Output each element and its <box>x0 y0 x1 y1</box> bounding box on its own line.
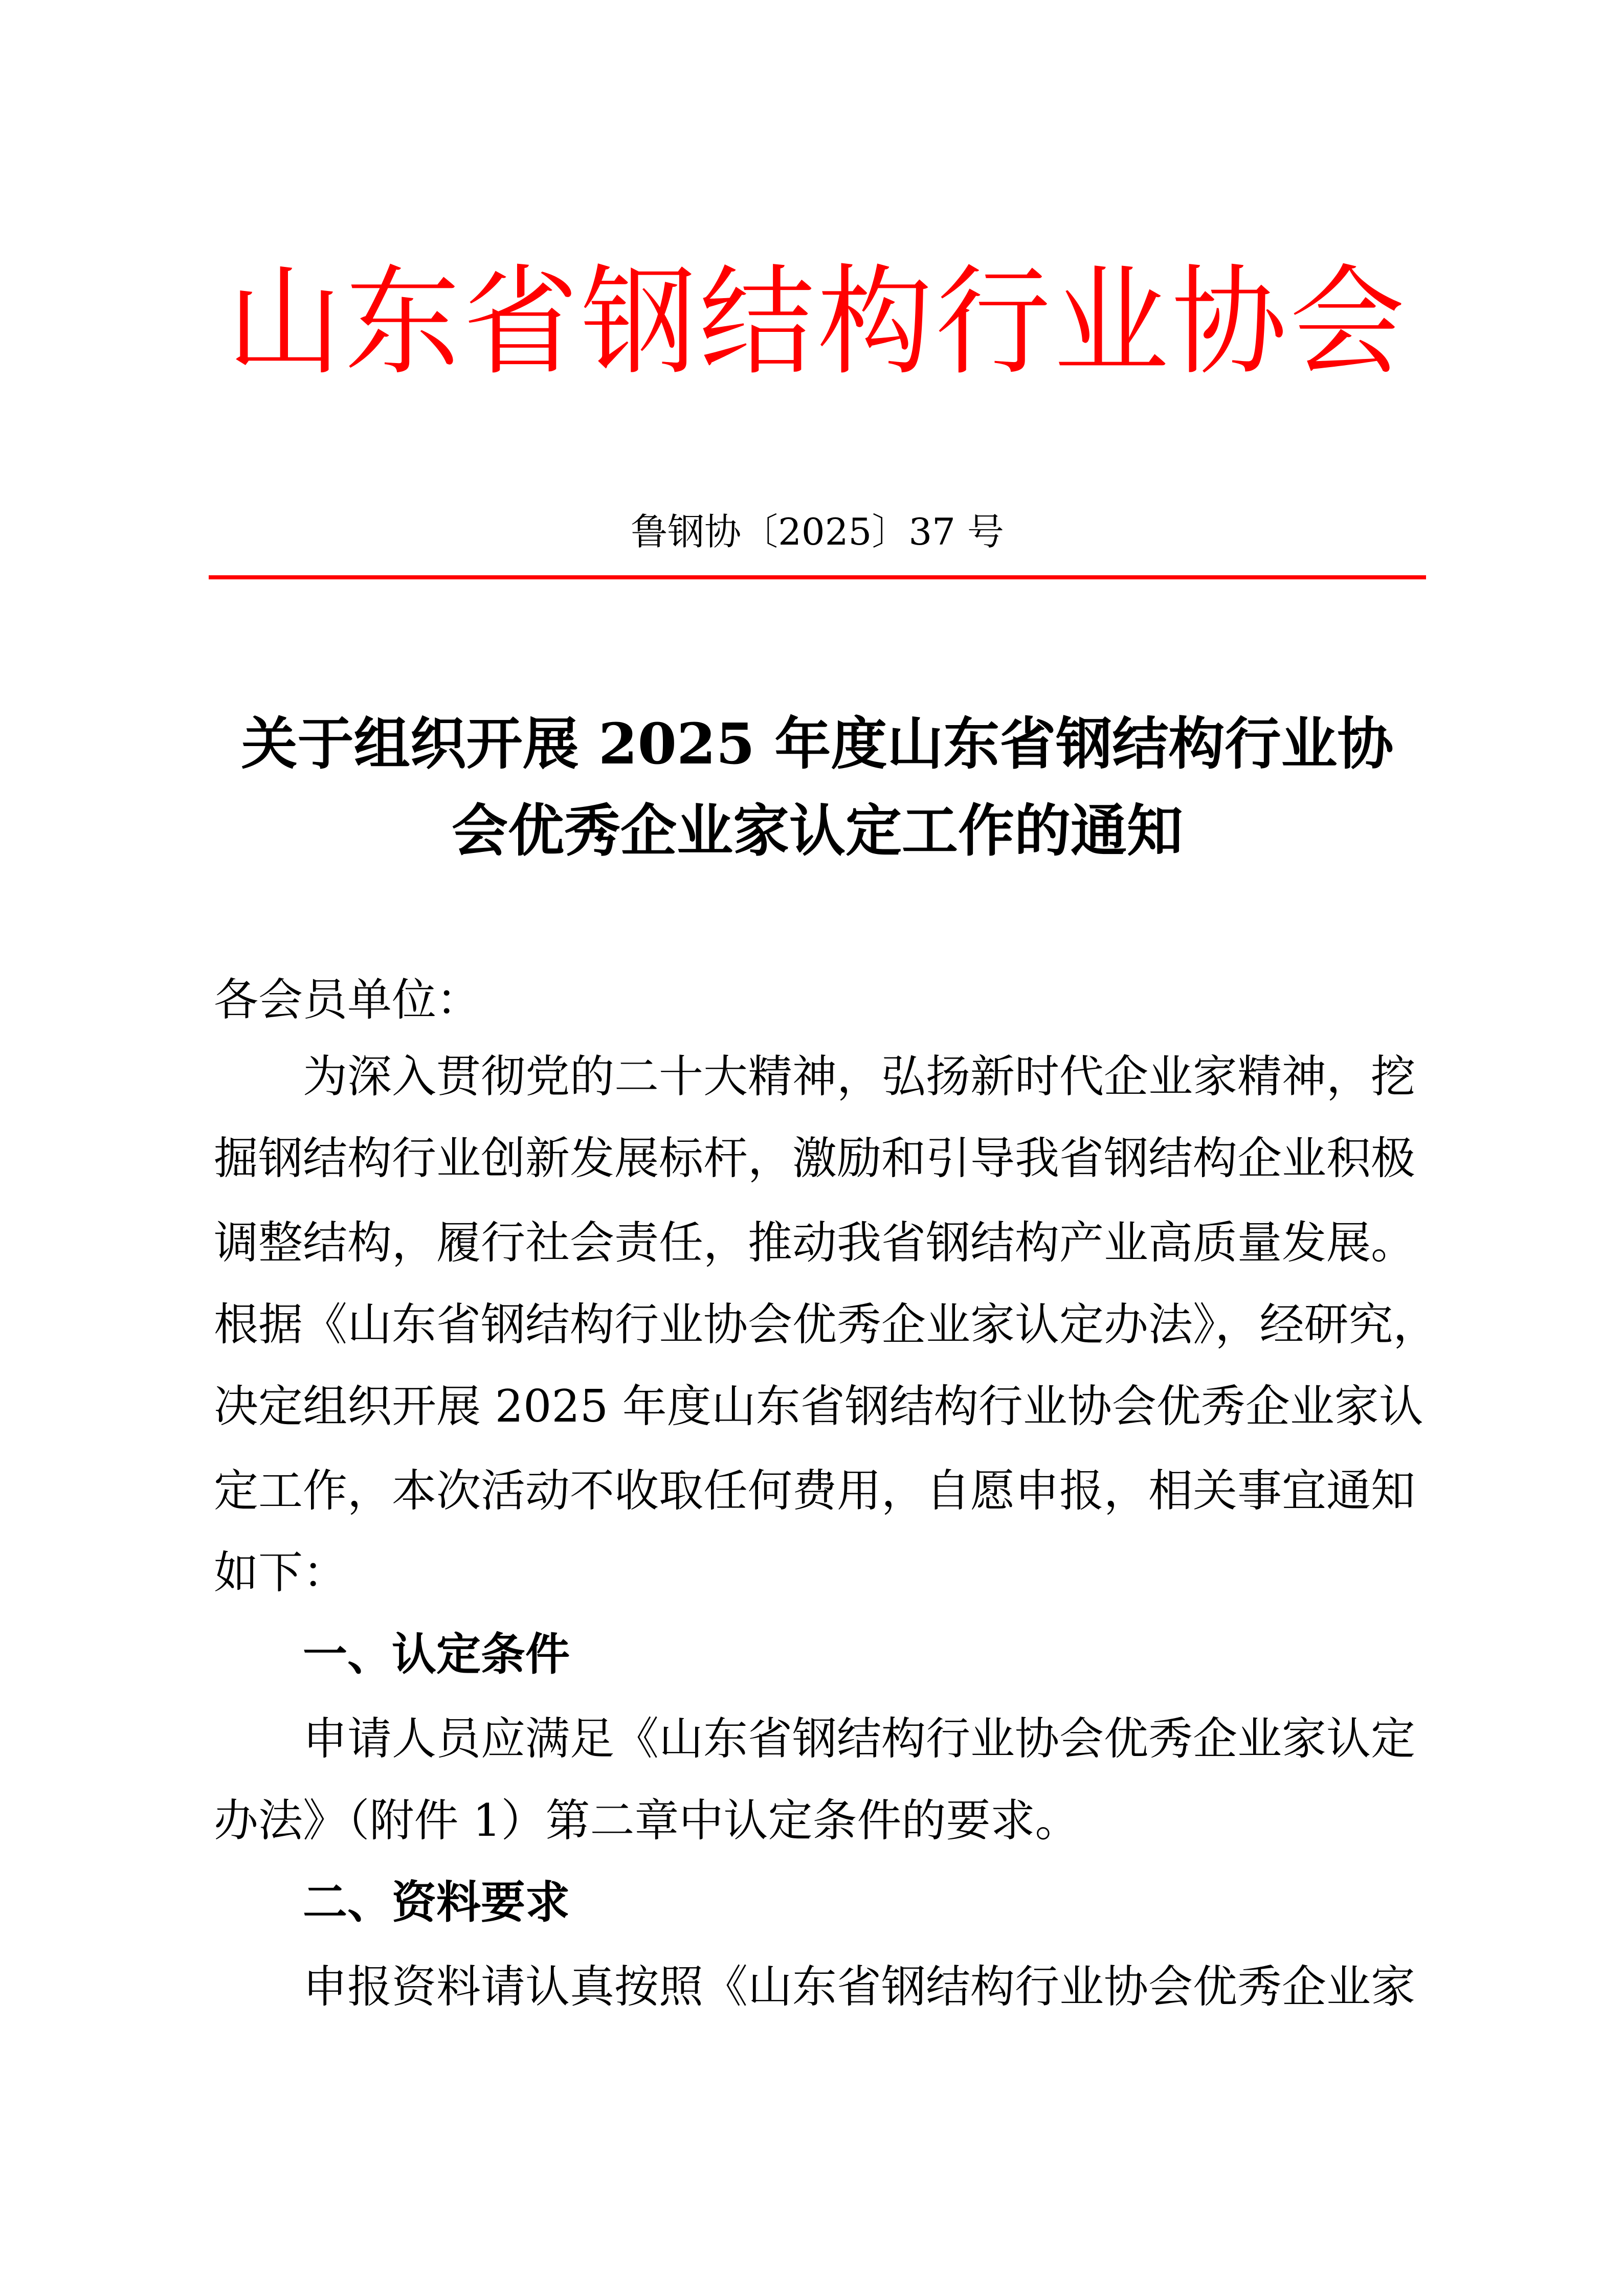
paragraph-line: 调整结构，履行社会责任，推动我省钢结构产业高质量发展。 <box>214 1217 1415 1269</box>
section-heading-criteria: 一、认定条件 <box>303 1628 570 1680</box>
paragraph-line: 定工作，本次活动不收取任何费用，自愿申报，相关事宜通知 <box>214 1465 1415 1517</box>
salutation: 各会员单位： <box>214 974 481 1026</box>
paragraph-line: 决定组织开展 2025 年度山东省钢结构行业协会优秀企业家认 <box>214 1380 1423 1432</box>
document-number: 鲁钢协〔2025〕37 号 <box>631 510 1004 553</box>
paragraph-line: 掘钢结构行业创新发展标杆，激励和引导我省钢结构企业积极 <box>214 1132 1415 1184</box>
paragraph-line: 根据《山东省钢结构行业协会优秀企业家认定办法》，经研究， <box>214 1298 1438 1350</box>
paragraph-line: 申报资料请认真按照《山东省钢结构行业协会优秀企业家 <box>303 1961 1415 2013</box>
organization-masthead: 山东省钢结构行业协会 <box>227 253 1408 391</box>
paragraph-line: 如下： <box>214 1546 347 1599</box>
paragraph-line: 办法》（附件 1）第二章中认定条件的要求。 <box>214 1794 1080 1847</box>
section-heading-materials: 二、资料要求 <box>303 1876 570 1928</box>
red-divider-line <box>209 575 1426 579</box>
paragraph-line: 申请人员应满足《山东省钢结构行业协会优秀企业家认定 <box>303 1713 1415 1765</box>
title-line-1: 关于组织开展 2025 年度山东省钢结构行业协 <box>241 711 1394 777</box>
document-title <box>209 701 1426 874</box>
paragraph-line: 为深入贯彻党的二十大精神，弘扬新时代企业家精神，挖 <box>303 1050 1415 1102</box>
title-line-2: 会优秀企业家认定工作的通知 <box>452 798 1183 864</box>
